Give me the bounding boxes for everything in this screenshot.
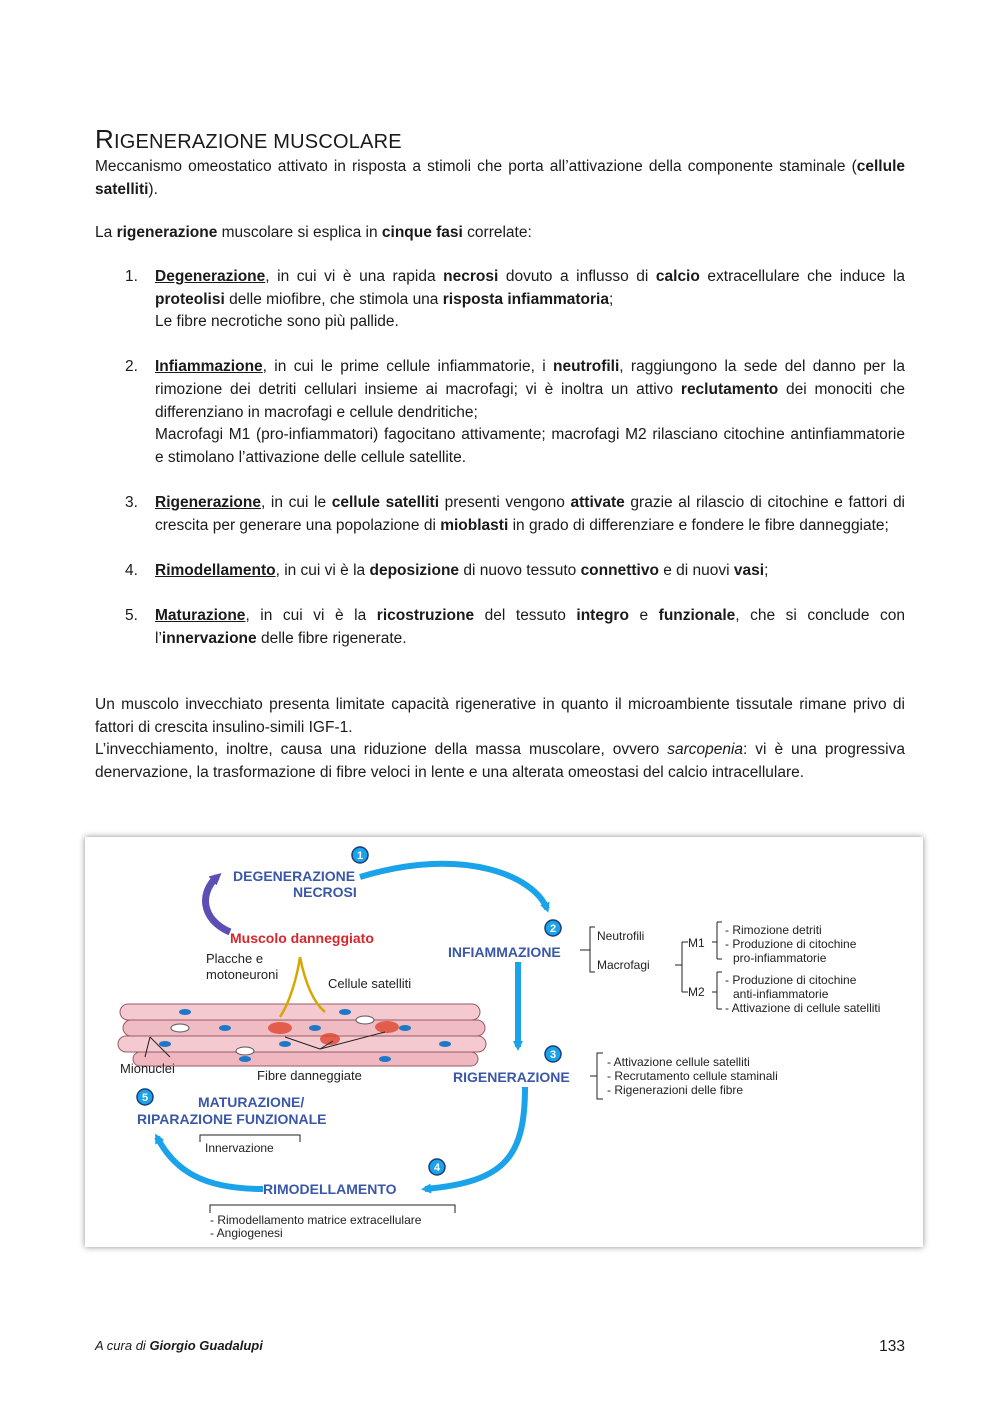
- m2-item-3: - Attivazione di cellule satelliti: [725, 1001, 881, 1015]
- closing-paragraph-2: L’invecchiamento, inoltre, causa una riduzione della massa muscolare, ovvero sarcopenia: vi è una progressiva denervazione, la trasformazione di fibre veloci in lente e una alterata omeostasi del calcio intracellulare.: [95, 741, 905, 781]
- svg-text:1: 1: [356, 850, 364, 862]
- phase-item-rimodellamento: 4. Rimodellamento, in cui vi è la deposizione di nuovo tessuto connettivo e di nuovi vasi;: [125, 561, 769, 579]
- footer-author: A cura di Giorgio Guadalupi: [95, 1338, 263, 1353]
- m2-item-2: anti-infiammatorie: [733, 987, 829, 1001]
- step-4-badge: [429, 1159, 445, 1175]
- phase-item-maturazione: 5. Maturazione, in cui vi è la ricostruzione del tessuto integro e funzionale, che si conclude con l’innervazione delle fibre rigenerate.: [125, 606, 906, 647]
- rimodellamento-label: RIMODELLAMENTO: [263, 1181, 397, 1197]
- m1-item-2: - Produzione di citochine: [725, 937, 857, 951]
- step-2-badge: [545, 920, 561, 936]
- lead-paragraph: La rigenerazione muscolare si esplica in cinque fasi correlate:: [95, 224, 532, 241]
- neutrofili-label: Neutrofili: [597, 929, 645, 943]
- rimodellamento-item-2: - Angiogenesi: [210, 1226, 283, 1240]
- svg-text:2: 2: [549, 923, 557, 935]
- m1-item-1: - Rimozione detriti: [725, 923, 822, 937]
- step-5-badge: [137, 1089, 153, 1105]
- mionuclei-label: Mionuclei: [120, 1061, 175, 1076]
- maturazione-label-1: MATURAZIONE/: [198, 1094, 305, 1110]
- step-3-badge: [545, 1046, 561, 1062]
- rigenerazione-label: RIGENERAZIONE: [453, 1069, 570, 1085]
- m2-item-1: - Produzione di citochine: [725, 973, 857, 987]
- phase-item-infiammazione: 2. Infiammazione, in cui le prime cellule infiammatorie, i neutrofili, raggiungono la sede del danno per la rimozione dei detriti cellulari insieme ai macrofagi; vi è inoltra un attivo reclutamento dei monociti che differenziano in macrofagi e cellule dendritiche; Macrofagi M1 (pro-infiammatori) fagocitano attivamente; macrofagi M2 rilasciano citochine antinfiammatorie e stimolano l’attivazione delle cellule satellite.: [125, 358, 905, 466]
- intro-paragraph: Meccanismo omeostatico attivato in risposta a stimoli che porta all’attivazione della componente staminale (cellule satelliti).: [95, 158, 905, 198]
- infiammazione-label: INFIAMMAZIONE: [448, 944, 561, 960]
- phase-item-rigenerazione: 3. Rigenerazione, in cui le cellule satelliti presenti vengono attivate grazie al rilascio di citochine e fattori di crescita per generare una popolazione di mioblasti in grado di differenziare e fondere le fibre danneggiate;: [125, 493, 906, 534]
- phase-item-degenerazione: 1. Degenerazione, in cui vi è una rapida necrosi dovuto a influsso di calcio extracellulare che induce la proteolisi delle miofibre, che stimola una risposta infiammatoria; Le fibre necrotiche sono più pallide.: [125, 268, 906, 331]
- placche-label-2: motoneuroni: [206, 967, 279, 982]
- svg-text:3: 3: [549, 1049, 557, 1061]
- page-title: RIGENERAZIONE MUSCOLARE: [95, 124, 402, 154]
- diagram-svg: [85, 837, 923, 1247]
- fibre-danneggiate-label: Fibre danneggiate: [257, 1068, 362, 1083]
- rigenerazione-item-2: - Recrutamento cellule staminali: [607, 1069, 778, 1083]
- rigenerazione-item-1: - Attivazione cellule satelliti: [607, 1055, 750, 1069]
- placche-label-1: Placche e: [206, 951, 264, 966]
- svg-text:5: 5: [141, 1092, 149, 1104]
- muscolo-danneggiato-label: Muscolo danneggiato: [230, 930, 374, 946]
- phases-list: [95, 266, 905, 673]
- regeneration-diagram: [85, 837, 923, 1247]
- macrofagi-label: Macrofagi: [597, 958, 650, 972]
- m1-item-3: pro-infiammatorie: [733, 951, 827, 965]
- m1-label: M1: [688, 936, 705, 950]
- m2-label: M2: [688, 985, 705, 999]
- cellule-satelliti-label: Cellule satelliti: [328, 976, 412, 991]
- degenerazione-label: DEGENERAZIONE: [233, 868, 356, 884]
- muscle-fibre-bundle: [118, 957, 486, 1066]
- necrosi-label: NECROSI: [293, 884, 357, 900]
- rimodellamento-item-1: - Rimodellamento matrice extracellulare: [210, 1213, 422, 1227]
- rigenerazione-item-3: - Rigenerazioni delle fibre: [607, 1083, 744, 1097]
- purple-arrow: [206, 877, 230, 932]
- page-number: 133: [879, 1338, 905, 1355]
- svg-text:4: 4: [433, 1162, 441, 1174]
- cycle-arrow-1-2: [360, 864, 547, 909]
- innervazione-label: Innervazione: [205, 1141, 274, 1155]
- maturazione-label-2: RIPARAZIONE FUNZIONALE: [137, 1111, 327, 1127]
- closing-paragraph-1: Un muscolo invecchiato presenta limitate capacità rigenerative in quanto il microambiente tissutale rimane privo di fattori di crescita insulino-simili IGF-1.: [95, 696, 905, 736]
- step-1-badge: [352, 847, 368, 863]
